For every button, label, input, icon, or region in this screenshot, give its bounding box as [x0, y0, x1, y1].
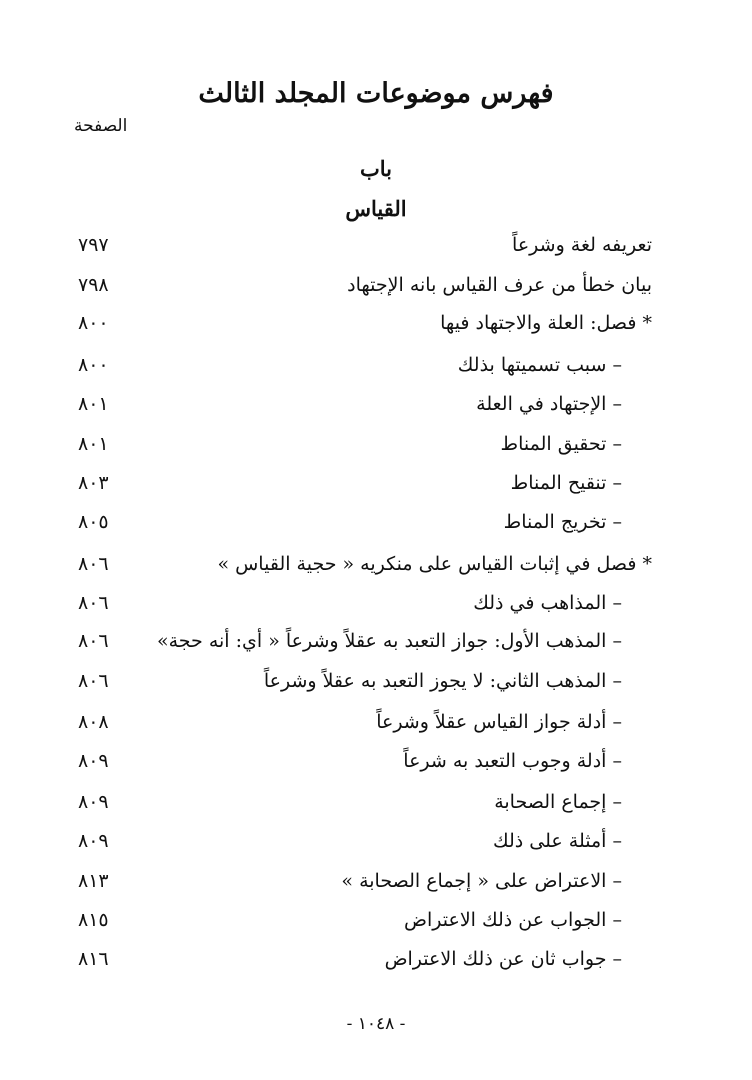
toc-entry	[0, 312, 752, 346]
toc-entry-page: ٨١٦	[78, 948, 109, 970]
page-number-footer: - ١٠٤٨ -	[346, 1014, 406, 1034]
toc-entry	[0, 592, 752, 626]
toc-entry-page: ٨١٥	[78, 909, 109, 931]
toc-entry	[0, 870, 752, 904]
toc-entry-title: – المذهب الأول: جواز التعبد به عقلاً وشرعاً « أي: أنه حجة»	[156, 630, 622, 652]
toc-entry-title: – تحقيق المناط	[500, 433, 622, 455]
toc-entry	[0, 433, 752, 467]
toc-entry-page: ٨٠٩	[78, 830, 109, 852]
toc-entry-title: – أمثلة على ذلك	[492, 830, 622, 852]
toc-entry-title: تعريفه لغة وشرعاً	[512, 234, 652, 256]
toc-entry-title: – المذاهب في ذلك	[473, 592, 622, 614]
toc-entry-title: – الجواب عن ذلك الاعتراض	[404, 909, 622, 931]
toc-entry-title: – تخريج المناط	[503, 511, 622, 533]
toc-entry-title: – إجماع الصحابة	[494, 791, 622, 813]
toc-entry	[0, 511, 752, 545]
page-title: فهرس موضوعات المجلد الثالث	[198, 78, 554, 109]
section-name: القياس	[345, 196, 407, 221]
toc-entry	[0, 630, 752, 664]
toc-entry	[0, 909, 752, 943]
toc-entry-title: – أدلة وجوب التعبد به شرعاً	[403, 750, 622, 772]
toc-entry-page: ٨١٣	[78, 870, 109, 892]
toc-entry-page: ٨٠١	[78, 433, 109, 455]
toc-entry	[0, 791, 752, 825]
toc-entry-page: ٨٠١	[78, 393, 109, 415]
toc-entry-page: ٨٠٩	[78, 791, 109, 813]
toc-entry-page: ٨٠٠	[78, 312, 109, 334]
toc-entry-page: ٨٠٦	[78, 553, 109, 575]
page-column-label: الصفحة	[74, 116, 128, 136]
toc-entry-page: ٨٠٦	[78, 630, 109, 652]
toc-entry-title: – تنقيح المناط	[510, 472, 622, 494]
toc-entry	[0, 670, 752, 704]
toc-entry-title: – الإجتهاد في العلة	[476, 393, 622, 415]
toc-entry	[0, 711, 752, 745]
toc-entry-page: ٨٠٠	[78, 354, 109, 376]
toc-entry-page: ٨٠٦	[78, 592, 109, 614]
toc-entry-title: – أدلة جواز القياس عقلاً وشرعاً	[376, 711, 622, 733]
toc-entry	[0, 274, 752, 308]
toc-entry	[0, 472, 752, 506]
toc-entry-page: ٨٠٩	[78, 750, 109, 772]
toc-entry-page: ٧٩٧	[78, 234, 109, 256]
toc-entry-page: ٨٠٨	[78, 711, 109, 733]
toc-entry-title: * فصل في إثبات القياس على منكريه « حجية القياس »	[217, 553, 652, 575]
toc-entry	[0, 234, 752, 268]
toc-entry	[0, 354, 752, 388]
toc-entry	[0, 948, 752, 982]
toc-entry-title: بيان خطأ من عرف القياس بانه الإجتهاد	[347, 274, 652, 296]
toc-entry-page: ٨٠٥	[78, 511, 109, 533]
toc-entry	[0, 553, 752, 587]
toc-entry	[0, 393, 752, 427]
toc-entry-title: – سبب تسميتها بذلك	[457, 354, 622, 376]
toc-entry-title: – المذهب الثاني: لا يجوز التعبد به عقلاً وشرعاً	[263, 670, 622, 692]
toc-entry	[0, 750, 752, 784]
toc-entry-title: * فصل: العلة والاجتهاد فيها	[440, 312, 652, 334]
toc-entry-title: – الاعتراض على « إجماع الصحابة »	[341, 870, 622, 892]
toc-entry	[0, 830, 752, 864]
toc-entry-title: – جواب ثان عن ذلك الاعتراض	[384, 948, 622, 970]
toc-entry-page: ٧٩٨	[78, 274, 109, 296]
toc-entry-page: ٨٠٦	[78, 670, 109, 692]
toc-entry-page: ٨٠٣	[78, 472, 109, 494]
section-label: باب	[359, 156, 392, 181]
